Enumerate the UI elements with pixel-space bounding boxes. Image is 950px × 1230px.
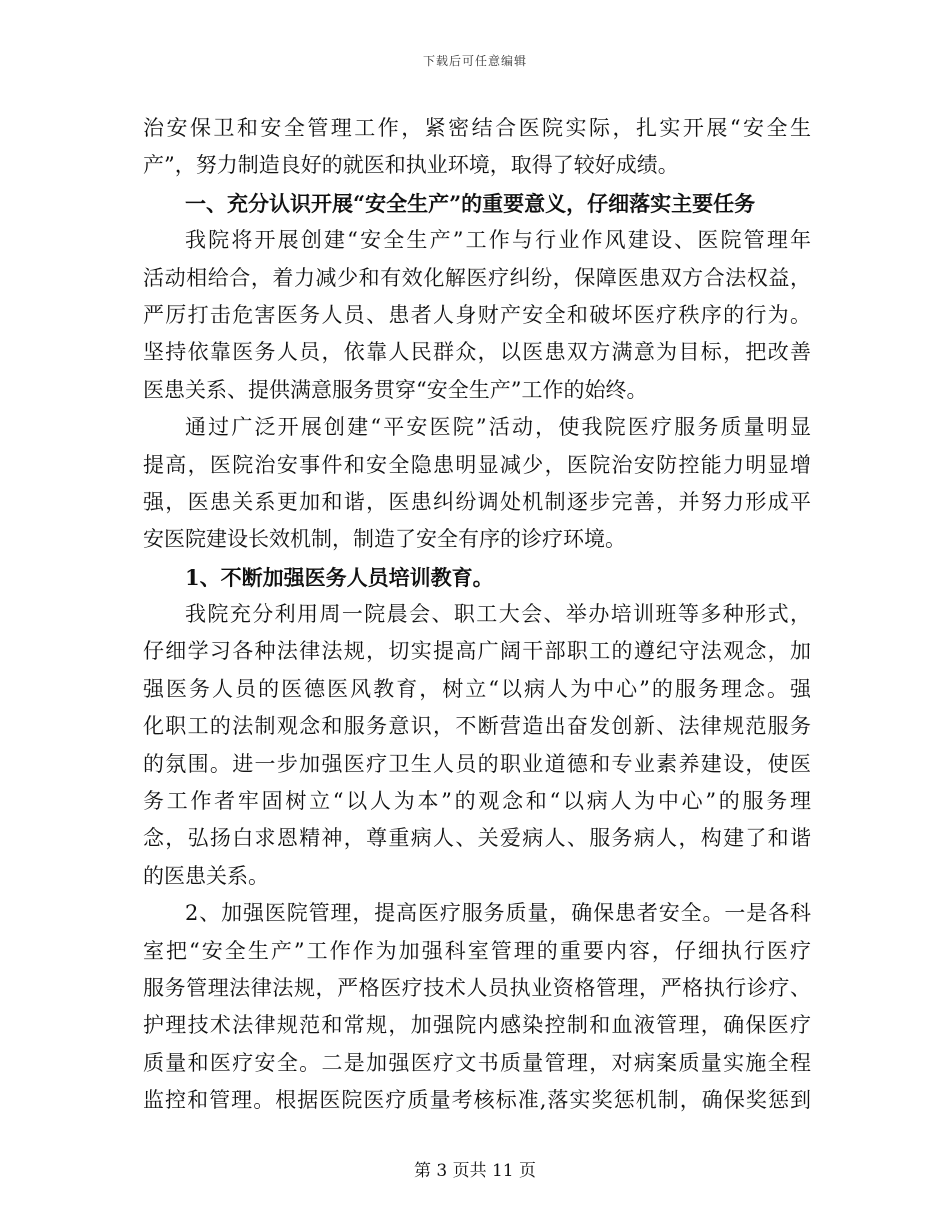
- text-line: 质量和医疗安全。二是加强医疗文书质量管理，对病案质量实施全程: [143, 1050, 811, 1075]
- text-line: 护理技术法律规范和常规，加强院内感染控制和血液管理，确保医疗: [143, 1013, 811, 1038]
- text-line: 化职工的法制观念和服务意识，不断营造出奋发创新、法律规范服务: [143, 714, 811, 739]
- section-heading: 一、充分认识开展“安全生产”的重要意义，仔细落实主要任务: [185, 190, 756, 216]
- text-line: 仔细学习各种法律法规，切实提高广阔干部职工的遵纪守法观念，加: [143, 639, 811, 664]
- page-header-note: 下载后可任意编辑: [422, 54, 527, 68]
- text-line: 我院将开展创建“安全生产”工作与行业作风建设、医院管理年: [185, 228, 811, 253]
- text-line: 医患关系、提供满意服务贯穿“安全生产”工作的始终。: [143, 377, 648, 402]
- text-line: 通过广泛开展创建“平安医院”活动，使我院医疗服务质量明显: [185, 415, 811, 440]
- text-line: 的医患关系。: [143, 863, 269, 888]
- text-line: 室把“安全生产”工作作为加强科室管理的重要内容，仔细执行医疗: [143, 938, 811, 963]
- text-line: 的氛围。进一步加强医疗卫生人员的职业道德和专业素养建设，使医: [143, 751, 811, 776]
- subsection-heading: 1、不断加强医务人员培训教育。: [185, 564, 494, 590]
- text-line: 念，弘扬白求恩精神，尊重病人、关爱病人、服务病人，构建了和谐: [143, 826, 811, 851]
- text-line: 安医院建设长效机制，制造了安全有序的诊疗环境。: [143, 527, 626, 552]
- text-line: 强，医患关系更加和谐，医患纠纷调处机制逐步完善，并努力形成平: [143, 489, 811, 514]
- text-line: 监控和管理。根据医院医疗质量考核标准,落实奖惩机制，确保奖惩到: [143, 1088, 811, 1113]
- text-line: 严厉打击危害医务人员、患者人身财产安全和破坏医疗秩序的行为。: [143, 302, 811, 327]
- document-body: [143, 110, 811, 1120]
- text-line: 坚持依靠医务人员，依靠人民群众，以医患双方满意为目标，把改善: [143, 340, 811, 365]
- text-line: 活动相给合，着力减少和有效化解医疗纠纷，保障医患双方合法权益，: [143, 265, 811, 290]
- page-number-footer: 第 3 页共 11 页: [413, 1161, 537, 1181]
- text-line: 强医务人员的医德医风教育，树立“以病人为中心”的服务理念。强: [143, 676, 811, 701]
- text-line: 治安保卫和安全管理工作，紧密结合医院实际，扎实开展“安全生: [143, 116, 811, 140]
- text-line: 服务管理法律法规，严格医疗技术人员执业资格管理，严格执行诊疗、: [143, 975, 811, 1000]
- text-line: 产”，努力制造良好的就医和执业环境，取得了较好成绩。: [143, 153, 679, 178]
- text-line: 提高，医院治安事件和安全隐患明显减少，医院治安防控能力明显增: [143, 452, 811, 477]
- text-line: 2、加强医院管理，提高医疗服务质量，确保患者安全。一是各科: [185, 901, 811, 926]
- text-line: 务工作者牢固树立“以人为本”的观念和“以病人为中心”的服务理: [143, 789, 811, 814]
- text-line: 我院充分利用周一院晨会、职工大会、举办培训班等多种形式，: [185, 602, 811, 627]
